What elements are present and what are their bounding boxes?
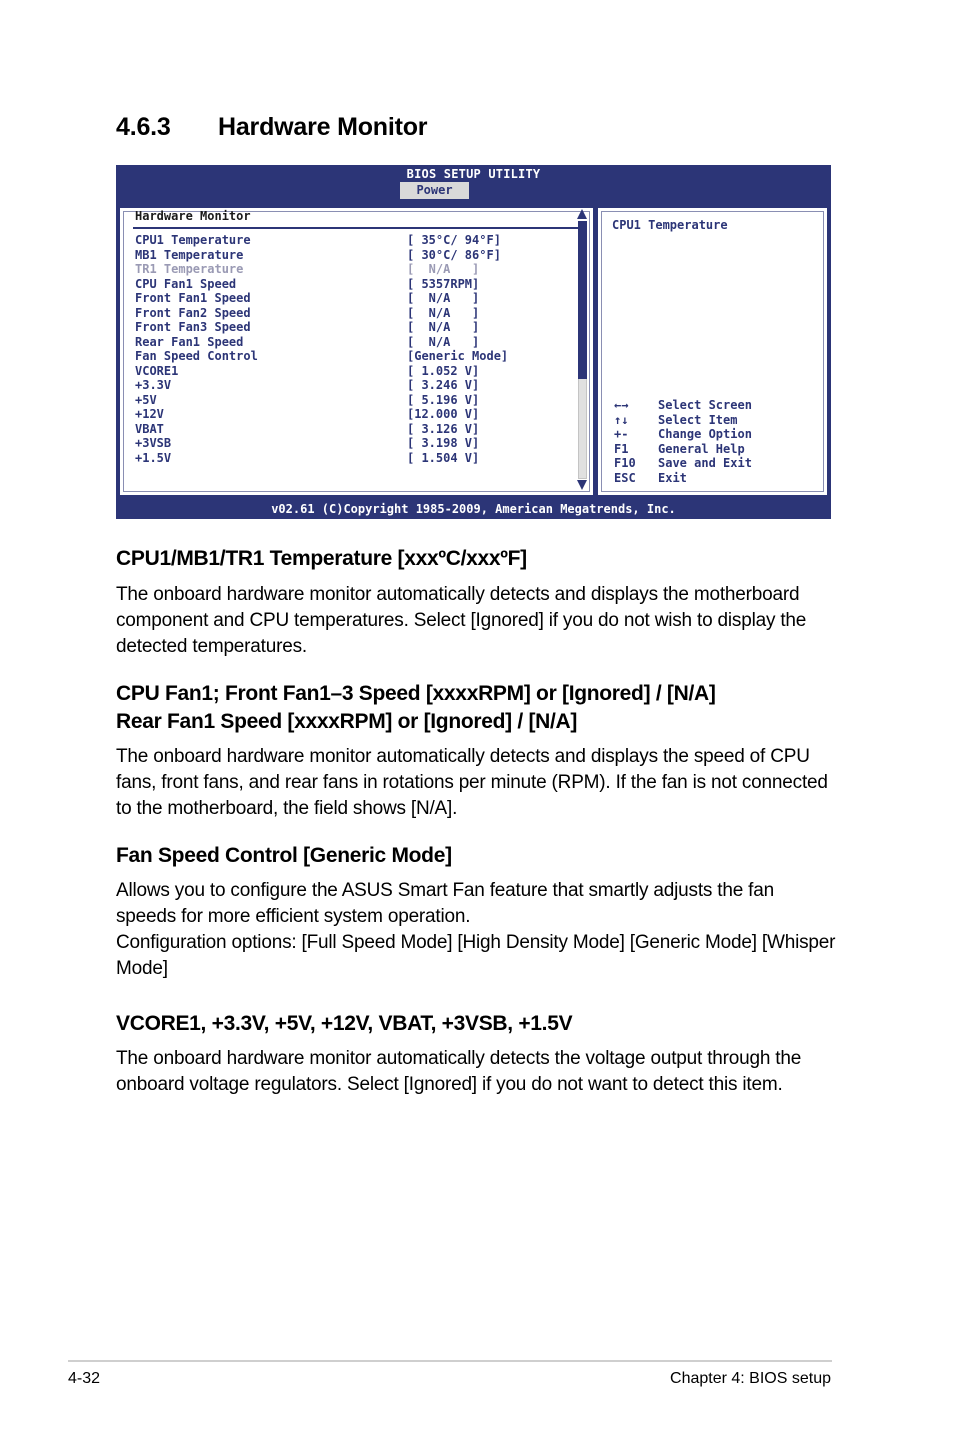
bios-help-title: CPU1 Temperature [612, 218, 728, 232]
bios-setting-label: +1.5V [135, 450, 172, 465]
bios-key-description: Save and Exit [658, 456, 752, 470]
bios-setting-label: TR1 Temperature [135, 262, 244, 276]
bios-setting-value: [ N/A ] [407, 320, 480, 334]
bios-setting-value: [ 30°C/ 86°F] [407, 247, 501, 262]
bios-key: ←→ [614, 398, 629, 412]
bios-setting-value: [ 3.198 V] [407, 436, 480, 450]
bios-setting-label: +3.3V [135, 378, 172, 392]
bios-setting-value: [ N/A ] [407, 334, 480, 349]
item-body-voltages: The onboard hardware monitor automatically detects the voltage output through the onboard voltage regulators. Select [Ignored] if you do not want to detect this item. [116, 1048, 802, 1095]
bios-setting-value: [ N/A ] [407, 305, 480, 320]
bios-setting-label: VCORE1 [135, 363, 179, 378]
bios-setting-label: +12V [135, 407, 164, 421]
bios-setting-label: VBAT [135, 421, 164, 436]
bios-setting-label: +5V [135, 392, 157, 407]
bios-setting-value: [ 5.196 V] [407, 392, 480, 407]
bios-key: ESC [614, 470, 636, 485]
bios-key: ↑↓ [614, 412, 629, 427]
bios-top-bar [116, 165, 831, 201]
bios-title: BIOS SETUP UTILITY [406, 167, 541, 181]
bios-setting-value: [12.000 V] [407, 407, 480, 421]
bios-key-description: Select Item [658, 412, 738, 427]
bios-setting-label: Front Fan3 Speed [135, 320, 251, 334]
item-body-fan-control: Allows you to configure the ASUS Smart Fan feature that smartly adjusts the fan speeds for more efficient system operation. [116, 880, 774, 927]
bios-key-description: General Help [658, 441, 745, 456]
bios-key: +- [614, 427, 629, 441]
bios-setting-value: [ 3.126 V] [407, 421, 480, 436]
section-heading [116, 113, 427, 142]
bios-setting-value: [ 1.052 V] [407, 363, 480, 378]
scroll-up-arrow-icon[interactable] [577, 209, 587, 219]
item-heading-temperature: CPU1/MB1/TR1 Temperature [xxxºC/xxxºF] [116, 547, 527, 570]
item-heading-fan-control: Fan Speed Control [Generic Mode] [116, 844, 452, 867]
bios-setting-value: [Generic Mode] [407, 349, 509, 363]
bios-setting-value: [ 35°C/ 94°F] [407, 233, 501, 247]
section-number: 4.6.3 [116, 113, 171, 141]
bios-setting-label: CPU Fan1 Speed [135, 276, 237, 291]
bios-scrollbar[interactable] [577, 209, 588, 490]
bios-key-description: Change Option [658, 427, 752, 441]
bios-setting-value: [ N/A ] [407, 291, 480, 305]
item-heading-voltages: VCORE1, +3.3V, +5V, +12V, VBAT, +3VSB, +1.5V [116, 1012, 573, 1035]
bios-setting-label: CPU1 Temperature [135, 233, 251, 247]
scroll-thumb[interactable] [578, 221, 587, 379]
bios-setting-label: Front Fan2 Speed [135, 305, 251, 320]
bios-tab-power[interactable]: Power [400, 182, 469, 199]
chapter-title: Chapter 4: BIOS setup [670, 1370, 831, 1387]
item-body-fan-speed: The onboard hardware monitor automatically detects and displays the speed of CPU fans, front fans, and rear fans in rotations per minute (RPM). If the fan is not connected to the motherboard, the field shows [N/A]. [116, 746, 828, 819]
item-options-fan-control: Configuration options: [Full Speed Mode] [High Density Mode] [Generic Mode] [Whisper Mode] [116, 932, 836, 979]
bios-copyright: v02.61 (C)Copyright 1985-2009, American Megatrends, Inc. [116, 499, 831, 519]
bios-setting-label: Fan Speed Control [135, 349, 258, 363]
bios-setting-value: [ 5357RPM] [407, 276, 480, 291]
bios-screenshot [116, 165, 831, 519]
bios-setting-label: MB1 Temperature [135, 247, 244, 262]
item-heading-fan-speed-line1: CPU Fan1; Front Fan1–3 Speed [xxxxRPM] or [Ignored] / [N/A] [116, 682, 716, 705]
bios-setting-label: Front Fan1 Speed [135, 291, 251, 305]
bios-setting-value: [ N/A ] [407, 262, 480, 276]
bios-panel-divider [133, 227, 578, 229]
item-body-temperature: The onboard hardware monitor automatically detects and displays the motherboard component and CPU temperatures. Select [Ignored] if you do not wish to display the detected temperatures. [116, 584, 807, 657]
bios-setting-label: Rear Fan1 Speed [135, 334, 244, 349]
bios-key-description: Select Screen [658, 398, 752, 412]
bios-setting-label: +3VSB [135, 436, 172, 450]
bios-key: F1 [614, 441, 629, 456]
section-title: Hardware Monitor [218, 113, 428, 141]
footer-divider [68, 1360, 832, 1362]
bios-setting-value: [ 1.504 V] [407, 450, 480, 465]
scroll-down-arrow-icon[interactable] [577, 480, 587, 490]
bios-key: F10 [614, 456, 636, 470]
item-heading-fan-speed-line2: Rear Fan1 Speed [xxxxRPM] or [Ignored] / [N/A] [116, 710, 578, 733]
bios-key-description: Exit [658, 470, 687, 485]
page-number: 4-32 [68, 1370, 101, 1387]
bios-setting-value: [ 3.246 V] [407, 378, 480, 392]
bios-panel-title: Hardware Monitor [135, 209, 251, 223]
